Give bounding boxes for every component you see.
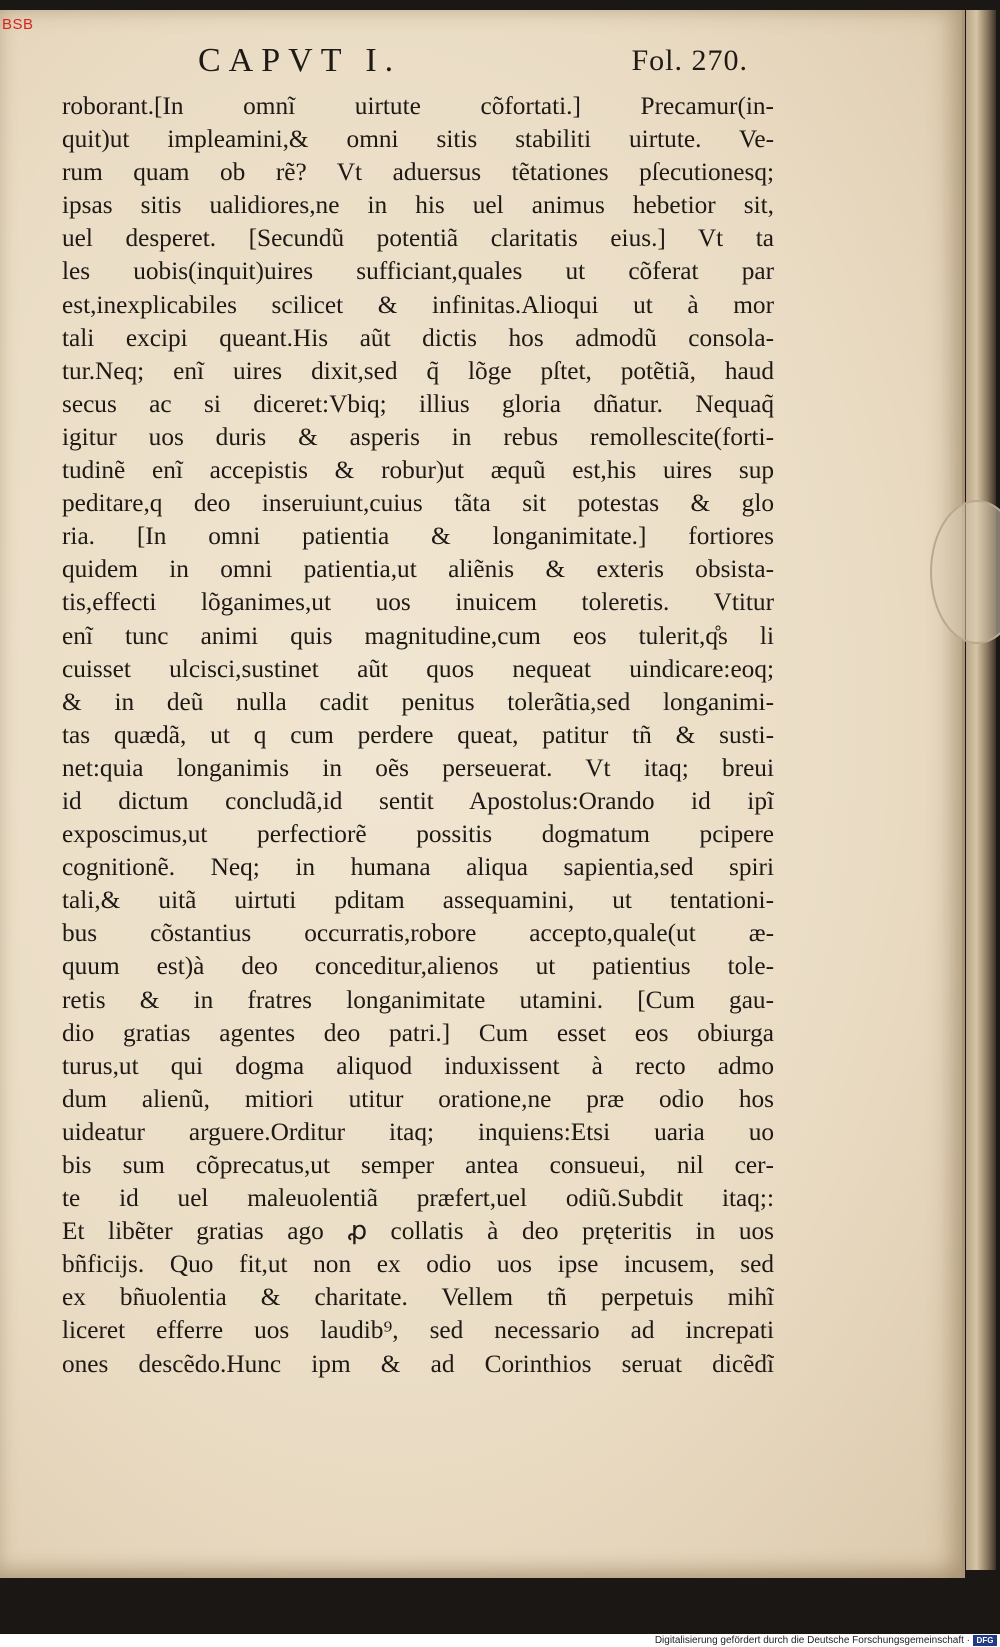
text-line: ones descẽdo.Hunc ipm & ad Corinthios seruat dicẽdĩ: [62, 1349, 774, 1378]
funding-credit: Digitalisierung gefördert durch die Deutsche Forschungsgemeinschaft ·: [654, 1635, 970, 1646]
text-line: uel desperet. [Secundũ potentiã claritatis eius.] Vt ta: [62, 224, 774, 253]
text-line: & in deũ nulla cadit penitus tolerãtia,sed longanimi‑: [62, 687, 774, 716]
text-line: quidem in omni patientia,ut aliẽnis & exteris obsista‑: [62, 555, 774, 584]
text-line: uideatur arguere.Orditur itaq; inquiens:Etsi uaria uo: [62, 1117, 774, 1146]
text-line: tis,effecti lõganimes,ut uos inuicem toleretis. Vtitur: [62, 588, 774, 617]
text-line: les uobis(inquit)uires sufficiant,quales ut cõferat par: [62, 257, 774, 286]
text-line: cognitionẽ. Neq; in humana aliqua sapientia,sed spiri: [62, 853, 774, 882]
body-text: [62, 90, 774, 1381]
text-line: secus ac si diceret:Vbiq; illius gloria dñatur. Nequaq̃: [62, 389, 774, 418]
text-line: ex bñuolentia & charitate. Vellem tñ perpetuis mihĩ: [62, 1283, 774, 1312]
text-line: bñficijs. Quo fit,ut non ex odio uos ipse incusem, sed: [62, 1250, 774, 1279]
text-line: ria. [In omni patientia & longanimitate.] fortiores: [62, 522, 774, 551]
text-line: tudinẽ enĩ accepistis & robur)ut æquũ est,his uires sup: [62, 456, 774, 485]
text-line: tali,& uitã uirtuti pditam assequamini, ut tentationi‑: [62, 886, 774, 915]
text-line: roborant.[In omnĩ uirtute cõfortati.] Precamur(in‑: [62, 92, 774, 120]
text-line: Et libẽter gratias ago ꝓ collatis à deo pręteritis in uos: [62, 1217, 774, 1246]
folio-number: Fol. 270.: [631, 44, 748, 77]
text-line: dio gratias agentes deo patri.] Cum esset eos obiurga: [62, 1018, 774, 1047]
dfg-logo: DFG: [973, 1635, 997, 1646]
text-line: rum quam ob rẽ? Vt aduersus tẽtationes pſecutionesq;: [62, 158, 774, 187]
text-line: igitur uos duris & asperis in rebus remollescite(forti‑: [62, 422, 774, 451]
text-line: te id uel maleuolentiã præfert,uel odiũ.Subdit itaq;:: [62, 1184, 774, 1213]
text-line: est,inexplicabiles scilicet & infinitas.Alioqui ut à mor: [62, 290, 774, 319]
text-line: tali excipi queant.His aũt dictis hos admodũ consola‑: [62, 323, 774, 352]
text-line: net:quia longanimis in oẽs perseuerat. Vt itaq; breui: [62, 753, 774, 782]
page-edge: [966, 10, 996, 1570]
text-line: peditare,q deo inseruiunt,cuius tãta sit potestas & glo: [62, 489, 774, 518]
running-header: [198, 42, 748, 86]
text-line: turus,ut qui dogma aliquod induxissent à recto admo: [62, 1051, 774, 1080]
text-line: ipsas sitis ualidiores,ne in his uel animus hebetior sit,: [62, 191, 774, 220]
text-line: id dictum concludã,id sentit Apostolus:Orando id ipĩ: [62, 786, 774, 815]
library-watermark: BSB: [2, 16, 34, 33]
text-line: dum alienũ, mitiori utitur oratione,ne præ odio hos: [62, 1084, 774, 1113]
text-line: exposcimus,ut perfectiorẽ possitis dogmatum pcipere: [62, 820, 774, 849]
text-line: quit)ut impleamini,& omni sitis stabiliti uirtute. Ve‑: [62, 125, 774, 154]
text-line: enĩ tunc animi quis magnitudine,cum eos tulerit,q̊s li: [62, 621, 774, 650]
text-line: tas quædã, ut q cum perdere queat, patitur tñ & susti‑: [62, 720, 774, 749]
text-line: retis & in fratres longanimitate utamini. [Cum gau‑: [62, 985, 774, 1014]
chapter-title: CAPVT I.: [198, 42, 402, 79]
text-line: liceret efferre uos laudib⁹, sed necessario ad increpati: [62, 1316, 774, 1345]
text-line: cuisset ulcisci,sustinet aũt quos nequeat uindicare:eoq;: [62, 654, 774, 683]
text-line: tur.Neq; enĩ uires dixit,sed q̃ lõge pſtet, potẽtiã, haud: [62, 356, 774, 385]
text-line: bis sum cõprecatus,ut semper antea consueui, nil cer‑: [62, 1151, 774, 1179]
text-line: quum est)à deo conceditur,alienos ut patientius tole‑: [62, 952, 774, 981]
text-line: bus cõstantius occurratis,robore accepto,quale(ut æ‑: [62, 919, 774, 948]
